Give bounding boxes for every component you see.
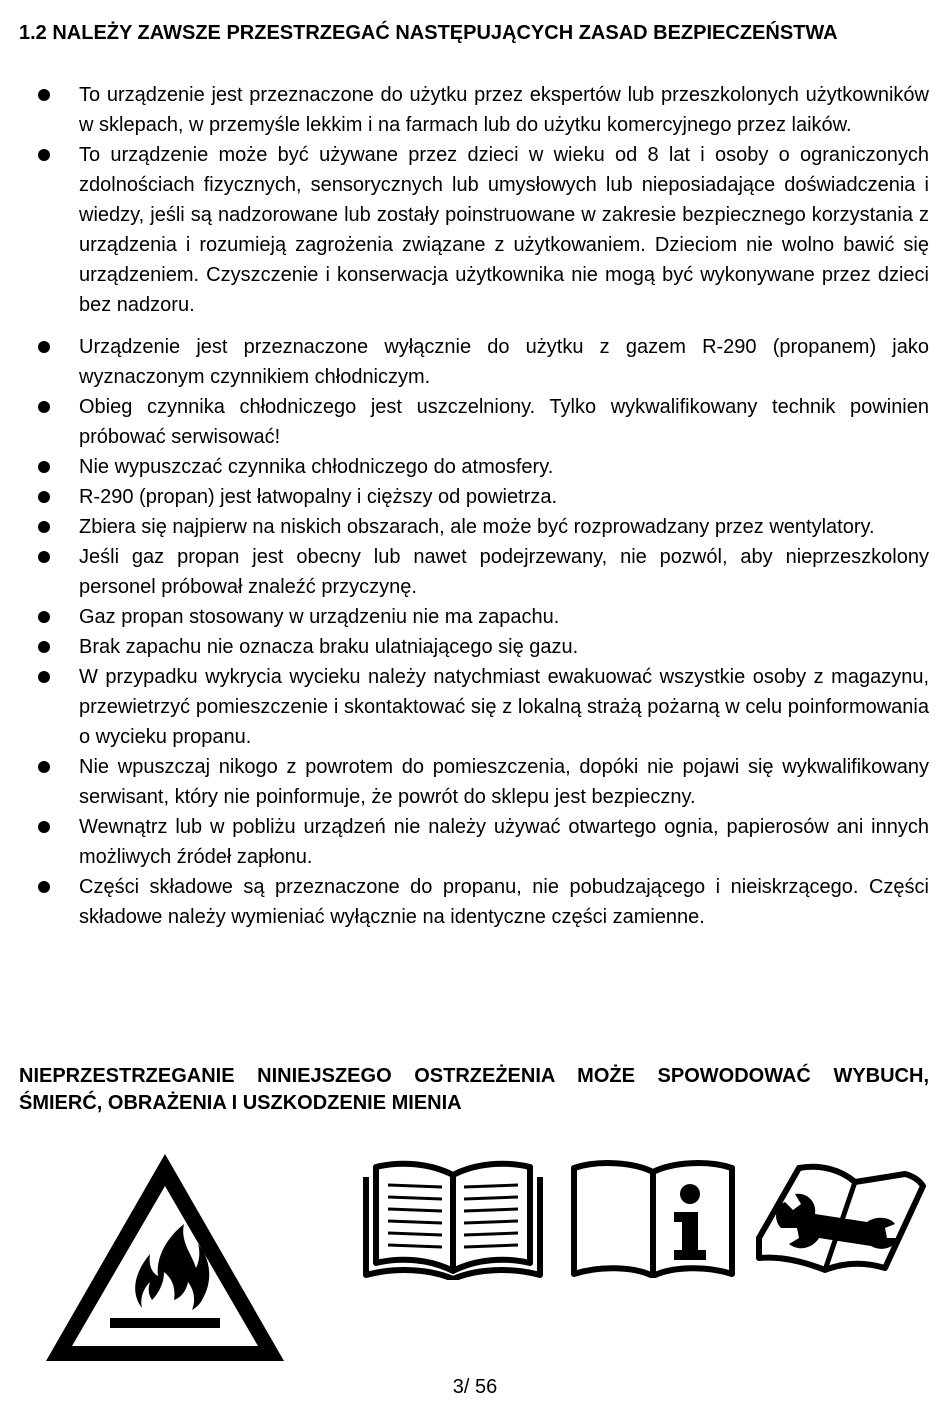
bullet-dot-icon: [38, 149, 50, 161]
list-item-text: Nie wypuszczać czynnika chłodniczego do atmosfery.: [79, 456, 554, 478]
list-item: [0, 812, 929, 872]
bullet-dot-icon: [38, 761, 50, 773]
list-item-text: Brak zapachu nie oznacza braku ulatniającego się gazu.: [79, 636, 579, 658]
bullet-dot-icon: [38, 881, 50, 893]
bullet-dot-icon: [38, 491, 50, 503]
list-item-text: Nie wpuszczaj nikogo z powrotem do pomieszczenia, dopóki nie pojawi się wykwalifikowany serwisant, który nie poinformuje, że powrót do sklepu jest bezpieczny.: [79, 756, 929, 808]
list-item: [0, 392, 929, 452]
list-item-text: Gaz propan stosowany w urządzeniu nie ma zapachu.: [79, 606, 560, 628]
list-item: [0, 140, 929, 320]
list-item: [0, 542, 929, 602]
list-item: [0, 872, 929, 932]
list-item: [0, 632, 929, 662]
list-item: [0, 332, 929, 392]
list-item: [0, 602, 929, 632]
list-item: [0, 482, 929, 512]
bullet-dot-icon: [38, 341, 50, 353]
list-item-text: Wewnątrz lub w pobliżu urządzeń nie należy używać otwartego ognia, papierosów ani innych możliwych źródeł zapłonu.: [79, 816, 929, 868]
bullet-dot-icon: [38, 641, 50, 653]
bullet-dot-icon: [38, 401, 50, 413]
list-item: [0, 662, 929, 752]
info-manual-icon: [568, 1158, 738, 1278]
bullet-dot-icon: [38, 671, 50, 683]
service-manual-icon: [755, 1158, 927, 1280]
warning-heading: NIEPRZESTRZEGANIE NINIEJSZEGO OSTRZEŻENIA MOŻE SPOWODOWAĆ WYBUCH, ŚMIERĆ, OBRAŻENIA I USZKODZENIE MIENIA: [19, 1065, 929, 1114]
list-item-text: Jeśli gaz propan jest obecny lub nawet podejrzewany, nie pozwól, aby nieprzeszkolony personel próbował znaleźć przyczynę.: [79, 546, 929, 598]
safety-rules-list: [0, 80, 950, 932]
list-item-text: Zbiera się najpierw na niskich obszarach, ale może być rozprowadzany przez wentylatory.: [79, 516, 875, 538]
bullet-dot-icon: [38, 521, 50, 533]
bullet-dot-icon: [38, 461, 50, 473]
list-item-text: To urządzenie może być używane przez dzieci w wieku od 8 lat i osoby o ograniczonych zdolnościach fizycznych, sensorycznych lub umysłowych lub nieposiadające doświadczenia i wiedzy, jeśli są nadzorowane lub zostały poinstruowane w zakresie bezpiecznego korzystania z urządzenia i rozumieją zagrożenia związane z użytkowaniem. Dzieciom nie wolno bawić się urządzeniem. Czyszczenie i konserwacja użytkownika nie mogą być wykonywane przez dzieci bez nadzoru.: [79, 144, 929, 316]
section-heading: 1.2 NALEŻY ZAWSZE PRZESTRZEGAĆ NASTĘPUJĄCYCH ZASAD BEZPIECZEŃSTWA: [19, 22, 838, 44]
list-item-text: Urządzenie jest przeznaczone wyłącznie do użytku z gazem R-290 (propanem) jako wyznaczonym czynnikiem chłodniczym.: [79, 336, 929, 388]
bullet-dot-icon: [38, 551, 50, 563]
list-item: [0, 452, 929, 482]
bullet-dot-icon: [38, 611, 50, 623]
flammable-warning-icon: [42, 1150, 288, 1365]
read-manual-icon: [360, 1155, 546, 1280]
list-item: [0, 80, 929, 140]
list-item: [0, 512, 929, 542]
bullet-dot-icon: [38, 821, 50, 833]
page-number: 3/ 56: [452, 1376, 498, 1398]
bullet-dot-icon: [38, 89, 50, 101]
list-item-text: To urządzenie jest przeznaczone do użytku przez ekspertów lub przeszkolonych użytkowników w sklepach, w przemyśle lekkim i na farmach lub do użytku komercyjnego przez laików.: [79, 84, 929, 136]
list-item-text: Części składowe są przeznaczone do propanu, nie pobudzającego i nieiskrzącego. Części składowe należy wymieniać wyłącznie na identyczne części zamienne.: [79, 876, 929, 928]
list-item-text: R-290 (propan) jest łatwopalny i cięższy od powietrza.: [79, 486, 557, 508]
list-item: [0, 752, 929, 812]
list-item-text: Obieg czynnika chłodniczego jest uszczelniony. Tylko wykwalifikowany technik powinien próbować serwisować!: [79, 396, 929, 448]
list-item-text: W przypadku wykrycia wycieku należy natychmiast ewakuować wszystkie osoby z magazynu, przewietrzyć pomieszczenie i skontaktować się z lokalną strażą pożarną w celu poinformowania o wycieku propanu.: [79, 666, 929, 748]
